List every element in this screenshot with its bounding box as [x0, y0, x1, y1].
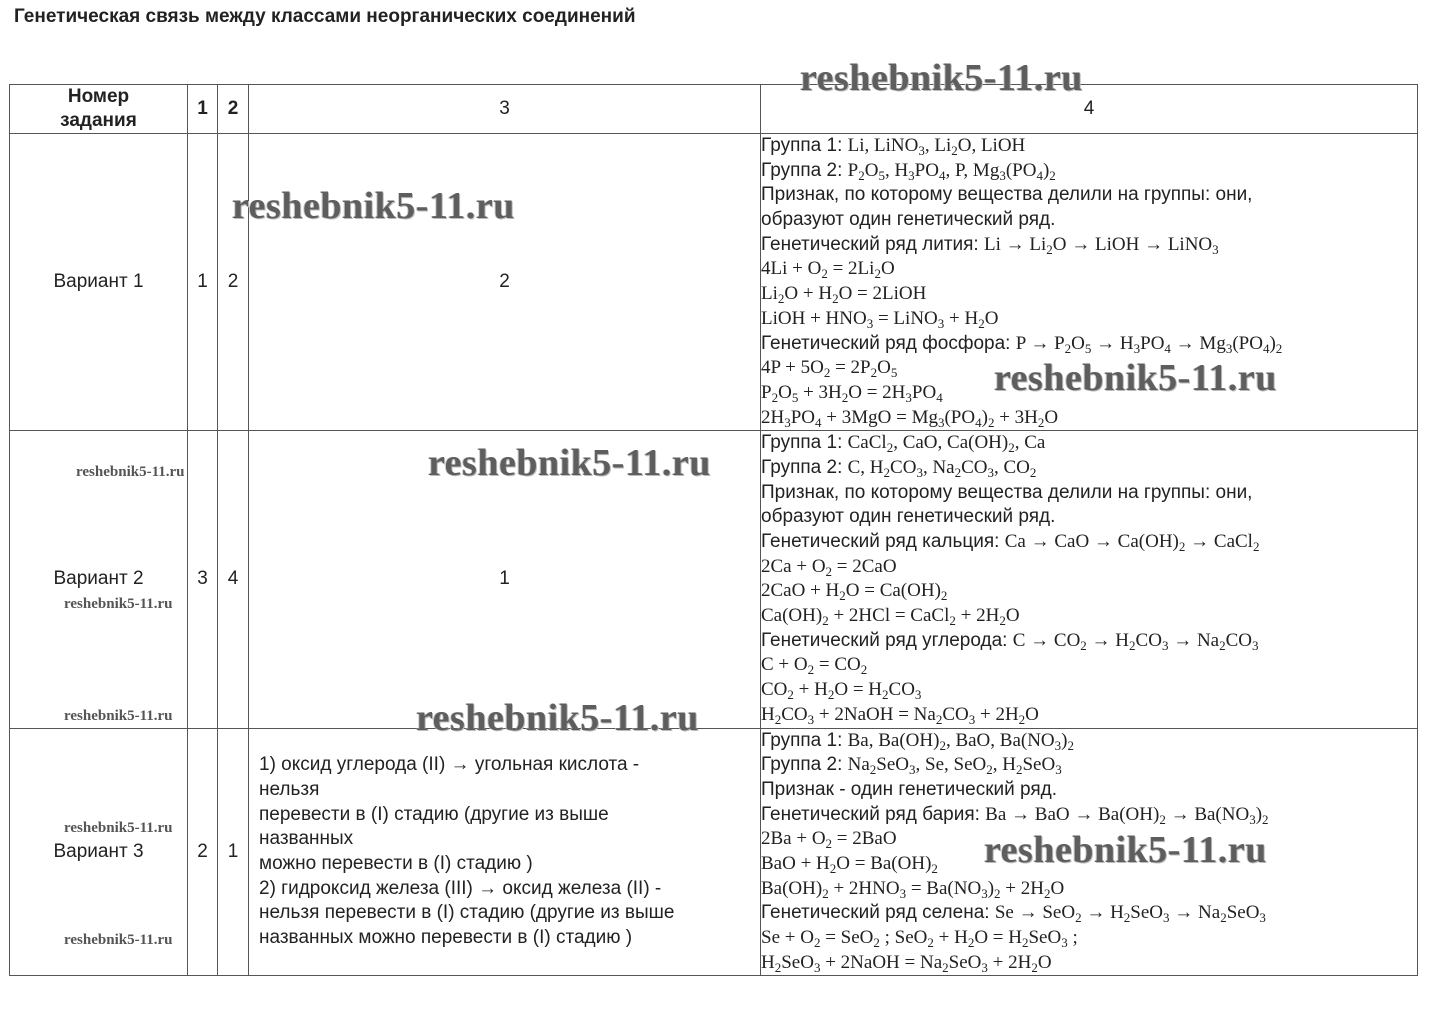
- header-col-4: 4: [761, 85, 1418, 134]
- answer-col-2: 4: [218, 431, 249, 728]
- watermark: reshebnik5-11.ru: [64, 708, 173, 724]
- variant-name: Вариант 3: [10, 728, 188, 976]
- cell-line: Группа 1: Ba, $Ba(OH)_2$, BaO, $Ba(NO_3)_2$: [761, 729, 1074, 753]
- watermark: reshebnik5-11.ru: [64, 932, 173, 948]
- table-header-row: [10, 85, 1418, 134]
- answer-col-4: [761, 134, 1418, 431]
- cell-line: перевести в (I) стадию (другие из выше: [259, 803, 609, 825]
- cell-line: можно перевести в (I) стадию ): [259, 852, 533, 874]
- cell-line: Генетический ряд бария: Ba → BaO → $Ba(OH)_2 \to Ba(NO_3)_2$: [761, 803, 1269, 827]
- cell-line: $P_2O_5 + 3H_2O = 2H_3PO_4$: [761, 381, 943, 405]
- header-col-1: 1: [188, 85, 218, 134]
- cell-line: $4Li + O_2 = 2Li_2O$: [761, 258, 895, 282]
- cell-line: Группа 2: $Na_2SeO_3$, Se, SeO$_2$, $H_2SeO_3$: [761, 754, 1062, 778]
- cell-line: Группа 1: Li, LiNO$_3$, $Li_2O$, LiOH: [761, 135, 1026, 158]
- cell-line: нельзя: [259, 778, 320, 800]
- cell-line: $2Ca + O_2 = 2CaO$: [761, 555, 897, 579]
- cell-line: $2Ba + O_2 = 2BaO$: [761, 828, 897, 852]
- variant-name: Вариант 2: [10, 431, 188, 728]
- cell-line: Генетический ряд селена: $Se \to SeO_2 \to H_2SeO_3 \to Na_2SeO_3$: [761, 902, 1266, 926]
- cell-line: образуют один генетический ряд.: [761, 209, 1056, 231]
- cell-line: $4P + 5O_2 = 2P_2O_5$: [761, 357, 898, 381]
- answer-col-3: [249, 134, 761, 431]
- header-col-3: 3: [249, 85, 761, 134]
- answer-col-1: 3: [188, 431, 218, 728]
- cell-line: $CO_2 + H_2O = H_2CO_3$: [761, 679, 922, 703]
- cell-line: $H_2SeO_3$ + 2NaOH = $Na_2SeO_3 + 2H_2O$: [761, 951, 1052, 975]
- cell-line: 1) оксид углерода (II) → угольная кислота -: [259, 754, 640, 776]
- answer-col-1: 1: [188, 134, 218, 431]
- cell-line: Генетический ряд лития: $Li \to Li_2O$ → LiOH → LiNO$_3$: [761, 233, 1219, 257]
- watermark: reshebnik5-11.ru: [428, 442, 711, 484]
- answer-col-4: [761, 728, 1418, 976]
- header-task-number: Номер задания: [10, 85, 188, 134]
- cell-line: Группа 1: CaCl$_2$, CaO, $Ca(OH)_2$, Ca: [761, 432, 1046, 456]
- cell-line: 2: [499, 270, 510, 292]
- cell-line: Группа 2: $P_2O_5$, $H_3PO_4$, P, $Mg_3(PO_4)_2$: [761, 159, 1056, 183]
- answer-col-4: [761, 431, 1418, 728]
- watermark: reshebnik5-11.ru: [984, 829, 1267, 871]
- cell-line: Признак, по которому вещества делили на группы: они,: [761, 184, 1253, 206]
- watermark: reshebnik5-11.ru: [800, 57, 1083, 99]
- watermark: reshebnik5-11.ru: [416, 697, 699, 739]
- watermark: reshebnik5-11.ru: [232, 185, 515, 227]
- answers-table: [9, 84, 1418, 976]
- cell-line: Признак - один генетический ряд.: [761, 778, 1058, 800]
- watermark: reshebnik5-11.ru: [76, 464, 185, 480]
- cell-line: названных можно перевести в (I) стадию ): [259, 927, 633, 948]
- table-row: [10, 728, 1418, 976]
- cell-line: $H_2CO_3$ + 2NaOH = $Na_2CO_3 + 2H_2O$: [761, 703, 1039, 727]
- answer-col-2: 2: [218, 134, 249, 431]
- cell-line: BaO + $H_2O = Ba(OH)_2$: [761, 852, 938, 876]
- cell-line: 2) гидроксид железа (III) → оксид железа (II) -: [259, 877, 662, 899]
- header-col-2: 2: [218, 85, 249, 134]
- table-row: [10, 431, 1418, 728]
- watermark: reshebnik5-11.ru: [994, 357, 1277, 399]
- cell-line: LiOH + $HNO_3$ = LiNO$_3$ + $H_2O$: [761, 307, 999, 331]
- answer-col-3: [249, 431, 761, 728]
- cell-line: $2H_3PO_4 + 3MgO = Mg_3(PO_4)_2 + 3H_2O$: [761, 406, 1059, 430]
- answer-col-3: [249, 728, 761, 976]
- cell-line: $Se + O_2 = SeO_2$ ; $SeO_2 + H_2O = H_2SeO_3$ ;: [761, 927, 1078, 950]
- cell-line: 1: [499, 568, 510, 590]
- cell-line: нельзя перевести в (I) стадию (другие из выше: [259, 902, 675, 924]
- cell-line: $Ca(OH)_2 + 2HCl$ = CaCl$_2$ + $2H_2O$: [761, 605, 1020, 629]
- cell-line: $C + O_2 = CO_2$: [761, 654, 868, 678]
- cell-line: $2CaO + H_2O = Ca(OH)_2$: [761, 580, 948, 604]
- cell-line: Группа 2: C, $H_2CO_3$, $Na_2CO_3$, $CO_2$: [761, 456, 1037, 480]
- answer-col-2: 1: [218, 728, 249, 976]
- table-row: [10, 134, 1418, 431]
- watermark: reshebnik5-11.ru: [64, 820, 173, 836]
- cell-line: образуют один генетический ряд.: [761, 506, 1056, 528]
- cell-line: Генетический ряд углерода: $C \to CO_2 \to H_2CO_3 \to Na_2CO_3$: [761, 629, 1259, 653]
- page-title: Генетическая связь между классами неорганических соединений: [14, 6, 636, 27]
- cell-line: $Ba(OH)_2 + 2HNO_3 = Ba(NO_3)_2 + 2H_2O$: [761, 877, 1065, 901]
- cell-line: $Li_2O + H_2O$ = 2LiOH: [761, 283, 927, 307]
- watermark: reshebnik5-11.ru: [64, 596, 173, 612]
- cell-line: названных: [259, 828, 354, 850]
- variant-name: Вариант 1: [10, 134, 188, 431]
- cell-line: Признак, по которому вещества делили на группы: они,: [761, 481, 1253, 503]
- cell-line: Генетический ряд кальция: Ca → CaO → $Ca(OH)_2$ → CaCl$_2$: [761, 531, 1260, 554]
- cell-line: Генетический ряд фосфора: $P \to P_2O_5 \to H_3PO_4 \to Mg_3(PO_4)_2$: [761, 332, 1283, 356]
- answer-col-1: 2: [188, 728, 218, 976]
